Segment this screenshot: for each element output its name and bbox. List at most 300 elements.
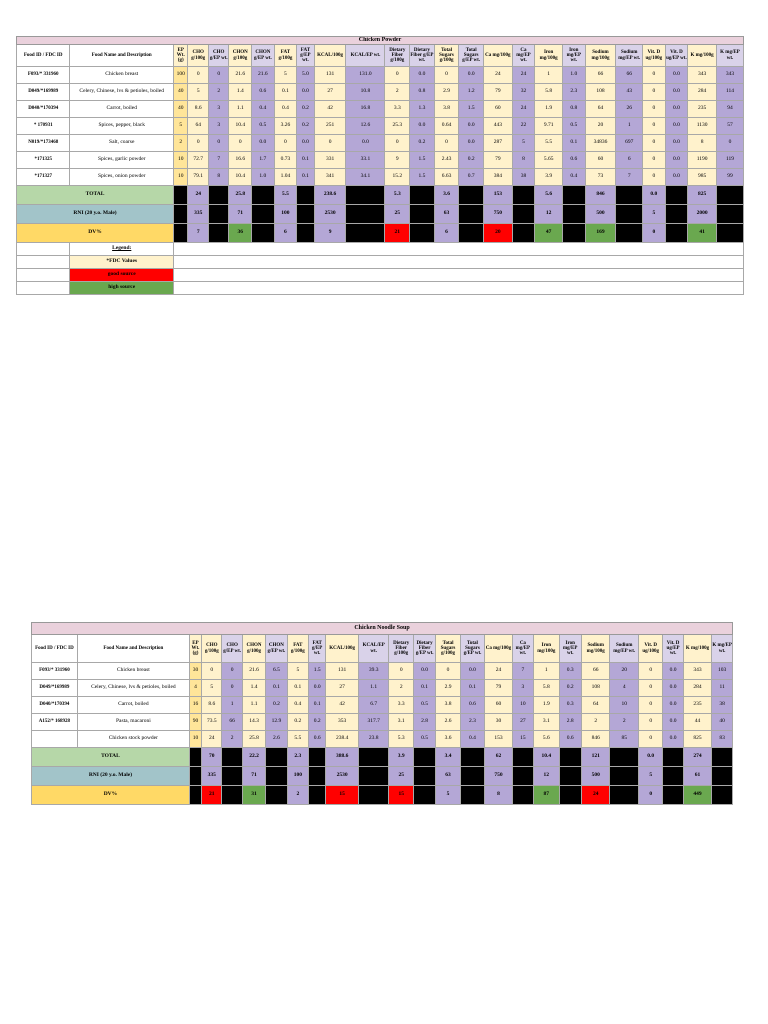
table-cell: 1190 <box>688 152 717 169</box>
rni-row-sugar: 63 <box>434 205 459 224</box>
table-cell: 2 <box>389 680 413 697</box>
blank-cell <box>222 767 242 786</box>
table-cell <box>32 731 78 748</box>
table-cell: N019/*173468 <box>17 135 70 152</box>
table-cell: F093/* 331960 <box>32 663 78 680</box>
table-cell: 40 <box>712 714 733 731</box>
table-cell: 153 <box>485 731 513 748</box>
blank-cell <box>309 748 326 767</box>
blank-cell <box>189 786 201 805</box>
dv-row-sugar: 6 <box>434 224 459 243</box>
table-cell: 43 <box>616 84 643 101</box>
dv-row-chon: 36 <box>229 224 252 243</box>
table-cell: 4 <box>610 680 639 697</box>
table-cell: 0.0 <box>460 663 484 680</box>
table-cell: 90 <box>189 714 201 731</box>
rni-row-k: 2000 <box>688 205 717 224</box>
total-row-k: 825 <box>688 186 717 205</box>
table-cell: 24 <box>512 101 535 118</box>
table-cell: 3.9 <box>535 169 563 186</box>
column-header: Total Sugars g/100g <box>436 635 460 663</box>
table-cell: 21.6 <box>252 67 275 84</box>
table-cell: 0 <box>643 169 666 186</box>
table-cell: 42 <box>314 101 346 118</box>
table-cell: 0 <box>716 135 743 152</box>
table-cell: 108 <box>585 84 616 101</box>
column-header: Ca mg/EP wt. <box>512 45 535 67</box>
table-cell: 0 <box>188 135 209 152</box>
column-header: Ca mg/EP wt. <box>512 635 533 663</box>
rni-row-fiber: 25 <box>389 767 413 786</box>
table-cell: 60 <box>483 101 512 118</box>
table-cell: 57 <box>716 118 743 135</box>
blank-cell <box>174 224 188 243</box>
blank-cell <box>460 767 484 786</box>
table-row <box>17 101 744 118</box>
blank-cell <box>712 748 733 767</box>
rni-row-cho: 335 <box>202 767 222 786</box>
rni-row-cho: 335 <box>188 205 209 224</box>
dv-row-k: 41 <box>688 224 717 243</box>
table-cell: 0.73 <box>274 152 297 169</box>
column-header: FAT g/100g <box>287 635 308 663</box>
column-header: Sodium mg/EP wt. <box>610 635 639 663</box>
table-cell: 3.1 <box>389 714 413 731</box>
table-cell: 6.5 <box>266 663 287 680</box>
table-cell: 3.3 <box>389 697 413 714</box>
table-cell: 25.8 <box>242 731 265 748</box>
column-header: K mg/100g <box>683 635 712 663</box>
dv-row-kcal: 9 <box>314 224 346 243</box>
dv-row <box>32 786 733 805</box>
table-cell: 73 <box>585 169 616 186</box>
table-cell: 0.64 <box>434 118 459 135</box>
table-cell: 0.7 <box>459 169 484 186</box>
rni-row-kcal: 2530 <box>314 205 346 224</box>
table-cell: 5 <box>287 663 308 680</box>
blank-cell <box>346 186 385 205</box>
blank-cell <box>222 748 242 767</box>
table-cell: 846 <box>581 731 610 748</box>
dv-row-k: 449 <box>683 786 712 805</box>
rni-row-iron: 12 <box>534 767 559 786</box>
blank-cell <box>512 186 535 205</box>
blank-cell <box>346 224 385 243</box>
table-cell: 60 <box>585 152 616 169</box>
dv-row-kcal: 15 <box>326 786 359 805</box>
table-cell: 66 <box>222 714 242 731</box>
blank-cell <box>208 224 229 243</box>
blank-cell <box>413 767 435 786</box>
table-cell: 1.2 <box>459 84 484 101</box>
table-cell: D040/*170394 <box>17 101 70 118</box>
table-cell: 353 <box>326 714 359 731</box>
table-cell: 0.0 <box>663 680 683 697</box>
column-header: Ca mg/100g <box>485 635 513 663</box>
table-cell: 7 <box>616 169 643 186</box>
total-row-fiber: 3.9 <box>389 748 413 767</box>
column-header: Dietary Fiber g/EP wt. <box>413 635 435 663</box>
dv-row <box>17 224 744 243</box>
blank-cell <box>208 205 229 224</box>
table-cell: 0.0 <box>410 67 435 84</box>
chicken-powder-table <box>16 36 744 295</box>
blank-cell <box>460 786 484 805</box>
table-cell: 0.4 <box>274 101 297 118</box>
table-cell: 3.1 <box>534 714 559 731</box>
table-cell: 1.5 <box>309 663 326 680</box>
table-cell: Salt, coarse <box>70 135 174 152</box>
table-cell: 0 <box>188 67 209 84</box>
blank-cell <box>459 224 484 243</box>
table-cell: 32 <box>512 84 535 101</box>
table-cell: 0.4 <box>252 101 275 118</box>
table-cell: 2.3 <box>563 84 586 101</box>
blank-cell <box>716 205 743 224</box>
table-cell: 1.4 <box>229 84 252 101</box>
table-cell: D049/*169989 <box>17 84 70 101</box>
table-cell: 5.5 <box>287 731 308 748</box>
table-cell: 21.6 <box>242 663 265 680</box>
table-cell: 0.5 <box>413 731 435 748</box>
blank-cell <box>189 748 201 767</box>
total-row-vitd: 0.0 <box>643 186 666 205</box>
table-cell: 14.3 <box>242 714 265 731</box>
table-cell: 287 <box>483 135 512 152</box>
rni-row-ca: 750 <box>485 767 513 786</box>
column-header: KCAL/100g <box>314 45 346 67</box>
blank-cell <box>252 224 275 243</box>
dv-row-fat: 2 <box>287 786 308 805</box>
dv-row-iron: 87 <box>534 786 559 805</box>
dv-row-ca: 20 <box>483 224 512 243</box>
table-cell: 1.0 <box>563 67 586 84</box>
table-cell: 0.5 <box>252 118 275 135</box>
table-cell: 235 <box>683 697 712 714</box>
table-cell: *171325 <box>17 152 70 169</box>
table-cell: 0 <box>643 84 666 101</box>
table-cell: 0 <box>222 680 242 697</box>
table-cell: Carrot, boiled <box>70 101 174 118</box>
blank-cell <box>563 186 586 205</box>
table-cell: 0 <box>314 135 346 152</box>
table-cell: 10.8 <box>346 84 385 101</box>
table-cell: 5 <box>174 118 188 135</box>
table-cell: 0 <box>638 714 662 731</box>
table-cell: 24 <box>483 67 512 84</box>
column-header: Food ID / FDC ID <box>32 635 78 663</box>
table-cell: D049/*169989 <box>32 680 78 697</box>
column-header: K mg/100g <box>688 45 717 67</box>
legend-high-source: high source <box>70 282 174 295</box>
column-header: Food Name and Description <box>77 635 189 663</box>
table-cell: 0 <box>638 663 662 680</box>
column-header: Total Sugars g/100g <box>434 45 459 67</box>
table-cell: 0.2 <box>459 152 484 169</box>
total-row-chon: 25.8 <box>229 186 252 205</box>
table-cell: 100 <box>174 67 188 84</box>
table-cell: 79 <box>483 84 512 101</box>
table-cell: 3 <box>208 118 229 135</box>
table-cell: 0 <box>643 135 666 152</box>
blank-cell <box>266 767 287 786</box>
blank-cell <box>460 748 484 767</box>
table-cell: 0.1 <box>274 84 297 101</box>
rni-row-fat: 100 <box>287 767 308 786</box>
rni-row <box>17 205 744 224</box>
table-cell: 7 <box>208 152 229 169</box>
table-cell: 0 <box>385 135 410 152</box>
table-cell: 20 <box>585 118 616 135</box>
table-cell: 3 <box>512 680 533 697</box>
table-cell: 1.9 <box>535 101 563 118</box>
blank-cell <box>189 767 201 786</box>
table-cell: 15.2 <box>385 169 410 186</box>
table-cell: 16.6 <box>229 152 252 169</box>
column-header: FAT g/100g <box>274 45 297 67</box>
table-cell: 341 <box>314 169 346 186</box>
table-cell: 0.0 <box>665 135 688 152</box>
blank-cell <box>563 205 586 224</box>
total-row-k: 274 <box>683 748 712 767</box>
table-cell: 2.9 <box>436 680 460 697</box>
table-cell: Spices, garlic powder <box>70 152 174 169</box>
table-cell: 27 <box>512 714 533 731</box>
rni-row-vitd: 5 <box>638 767 662 786</box>
column-header: Vit. D ug/EP wt. <box>663 635 683 663</box>
blank-cell <box>358 767 389 786</box>
blank-cell <box>174 205 188 224</box>
table-cell: 3.6 <box>436 731 460 748</box>
rni-row-ca: 750 <box>483 205 512 224</box>
dv-row-chon: 31 <box>242 786 265 805</box>
table-cell: 3.26 <box>274 118 297 135</box>
table-cell: 0.0 <box>459 135 484 152</box>
rni-row-label: RNI (20 y.o. Male) <box>32 767 190 786</box>
table-cell: 0.0 <box>663 731 683 748</box>
table-row <box>32 714 733 731</box>
table-cell: 0.8 <box>410 84 435 101</box>
table-cell: Spices, pepper, black <box>70 118 174 135</box>
blank-cell <box>716 224 743 243</box>
table-cell: 0.0 <box>665 67 688 84</box>
table-cell: 0.6 <box>309 731 326 748</box>
rni-row-fat: 100 <box>274 205 297 224</box>
table-cell: 343 <box>683 663 712 680</box>
blank-cell <box>559 767 581 786</box>
table-cell: Spices, onion powder <box>70 169 174 186</box>
column-header: KCAL/100g <box>326 635 359 663</box>
table-cell: 1.04 <box>274 169 297 186</box>
dv-row-cho: 21 <box>202 786 222 805</box>
table-cell: 1.1 <box>358 680 389 697</box>
table-cell: 0 <box>274 135 297 152</box>
table-cell: 0.2 <box>297 101 314 118</box>
total-row-fat: 2.3 <box>287 748 308 767</box>
table-cell: 0.0 <box>663 714 683 731</box>
table-cell: 0.0 <box>252 135 275 152</box>
table-cell: 30 <box>189 663 201 680</box>
dv-row-label: DV% <box>32 786 190 805</box>
table-cell: 0.1 <box>266 680 287 697</box>
table-cell: 0.3 <box>559 697 581 714</box>
table-cell: 1 <box>222 697 242 714</box>
blank-cell <box>512 224 535 243</box>
table-cell: 0 <box>638 680 662 697</box>
rni-row <box>32 767 733 786</box>
rni-row-sugar: 63 <box>436 767 460 786</box>
table-cell: 0 <box>643 152 666 169</box>
table-cell: 40 <box>174 101 188 118</box>
table-cell: 23.8 <box>358 731 389 748</box>
blank-cell <box>610 748 639 767</box>
table-cell: 1.4 <box>242 680 265 697</box>
table-cell: 10 <box>512 697 533 714</box>
table-cell: 27 <box>314 84 346 101</box>
blank-cell <box>512 767 533 786</box>
table-cell: 0 <box>434 135 459 152</box>
table-cell: * 170931 <box>17 118 70 135</box>
table-cell: 0.0 <box>297 135 314 152</box>
table-cell: 26 <box>616 101 643 118</box>
table-cell: 238.4 <box>326 731 359 748</box>
table-cell: 16.8 <box>346 101 385 118</box>
table-row <box>32 731 733 748</box>
total-row-kcal: 388.6 <box>326 748 359 767</box>
table-cell: 0 <box>389 663 413 680</box>
table-cell: Celery, Chinese, lvs & petioles, boiled <box>70 84 174 101</box>
table-cell: *171327 <box>17 169 70 186</box>
blank-cell <box>559 786 581 805</box>
table-cell: 4 <box>189 680 201 697</box>
table-cell: 0 <box>436 663 460 680</box>
table-row <box>17 152 744 169</box>
table-cell: 108 <box>581 680 610 697</box>
column-header: Dietary Fiber g/EP wt. <box>410 45 435 67</box>
table-cell: 66 <box>581 663 610 680</box>
table-cell: 79 <box>483 152 512 169</box>
dv-row-fiber: 21 <box>385 224 410 243</box>
table-cell: 1 <box>616 118 643 135</box>
table-cell: 12.6 <box>346 118 385 135</box>
table-cell: D040/*170394 <box>32 697 78 714</box>
blank-cell <box>712 767 733 786</box>
table-cell: 985 <box>688 169 717 186</box>
table-cell: F093/* 331960 <box>17 67 70 84</box>
total-row-fiber: 5.3 <box>385 186 410 205</box>
table-cell: 0.1 <box>413 680 435 697</box>
dv-row-iron: 47 <box>535 224 563 243</box>
table-cell: 0 <box>208 135 229 152</box>
table-cell: 2 <box>581 714 610 731</box>
table-cell: 10.4 <box>229 169 252 186</box>
total-row-sugar: 3.4 <box>436 748 460 767</box>
table-cell: 9 <box>385 152 410 169</box>
rni-row-sodium: 500 <box>585 205 616 224</box>
column-header: K mg/EP wt. <box>712 635 733 663</box>
blank-cell <box>252 186 275 205</box>
column-header: KCAL/EP wt. <box>358 635 389 663</box>
table-cell: 8 <box>512 152 535 169</box>
table-cell: 10.4 <box>229 118 252 135</box>
blank-cell <box>459 186 484 205</box>
table-row <box>32 697 733 714</box>
table-cell: 284 <box>683 680 712 697</box>
column-header: Food Name and Description <box>70 45 174 67</box>
table-cell: 94 <box>716 101 743 118</box>
total-row-fat: 5.5 <box>274 186 297 205</box>
table-cell: 0 <box>385 67 410 84</box>
total-row <box>32 748 733 767</box>
table-cell: 79.1 <box>188 169 209 186</box>
table-cell: 0.2 <box>297 118 314 135</box>
column-header: KCAL/EP wt. <box>346 45 385 67</box>
table-cell: 2 <box>610 714 639 731</box>
table-cell: 2.6 <box>436 714 460 731</box>
table-cell: 6 <box>616 152 643 169</box>
total-row-chon: 22.2 <box>242 748 265 767</box>
legend-fdc-values: *FDC Values <box>70 256 174 269</box>
table-cell: 10 <box>610 697 639 714</box>
table-cell: 2 <box>208 84 229 101</box>
column-header: Food ID / FDC ID <box>17 45 70 67</box>
table-cell: 1.7 <box>252 152 275 169</box>
table-cell: 251 <box>314 118 346 135</box>
total-row <box>17 186 744 205</box>
table-cell: 0.3 <box>559 663 581 680</box>
total-row-label: TOTAL <box>32 748 190 767</box>
rni-row-iron: 12 <box>535 205 563 224</box>
blank-cell <box>410 205 435 224</box>
table-cell: 331 <box>314 152 346 169</box>
blank-cell <box>208 186 229 205</box>
total-row-iron: 5.6 <box>535 186 563 205</box>
column-header: Iron mg/EP wt. <box>559 635 581 663</box>
table-cell: 1.5 <box>410 169 435 186</box>
table-cell: 0 <box>643 67 666 84</box>
column-header: CHO g/100g <box>202 635 222 663</box>
column-header: Sodium mg/EP wt. <box>616 45 643 67</box>
blank-cell <box>665 205 688 224</box>
table-cell: 5.5 <box>535 135 563 152</box>
blank-cell <box>222 786 242 805</box>
table-cell: 0.4 <box>460 731 484 748</box>
table-cell: 24 <box>485 663 513 680</box>
table-cell: 0.2 <box>309 714 326 731</box>
blank-cell <box>410 186 435 205</box>
table-cell: 21.6 <box>229 67 252 84</box>
table-cell: 42 <box>326 697 359 714</box>
blank-cell <box>716 186 743 205</box>
blank-cell <box>663 748 683 767</box>
table-cell: 0.2 <box>559 680 581 697</box>
blank-cell <box>610 786 639 805</box>
table-cell: 0 <box>434 67 459 84</box>
table-cell: 1.3 <box>410 101 435 118</box>
table-cell: 5.65 <box>535 152 563 169</box>
column-header: FAT g/EP wt. <box>309 635 326 663</box>
table-cell: 119 <box>716 152 743 169</box>
table-cell: 0.0 <box>665 101 688 118</box>
column-header: CHO g/100g <box>188 45 209 67</box>
blank-cell <box>413 786 435 805</box>
table-cell: 0 <box>638 731 662 748</box>
table-cell: 34.1 <box>346 169 385 186</box>
column-header: Iron mg/100g <box>534 635 559 663</box>
total-row-sugar: 3.6 <box>434 186 459 205</box>
table-cell: 0 <box>202 663 222 680</box>
table-cell: 0.1 <box>563 135 586 152</box>
